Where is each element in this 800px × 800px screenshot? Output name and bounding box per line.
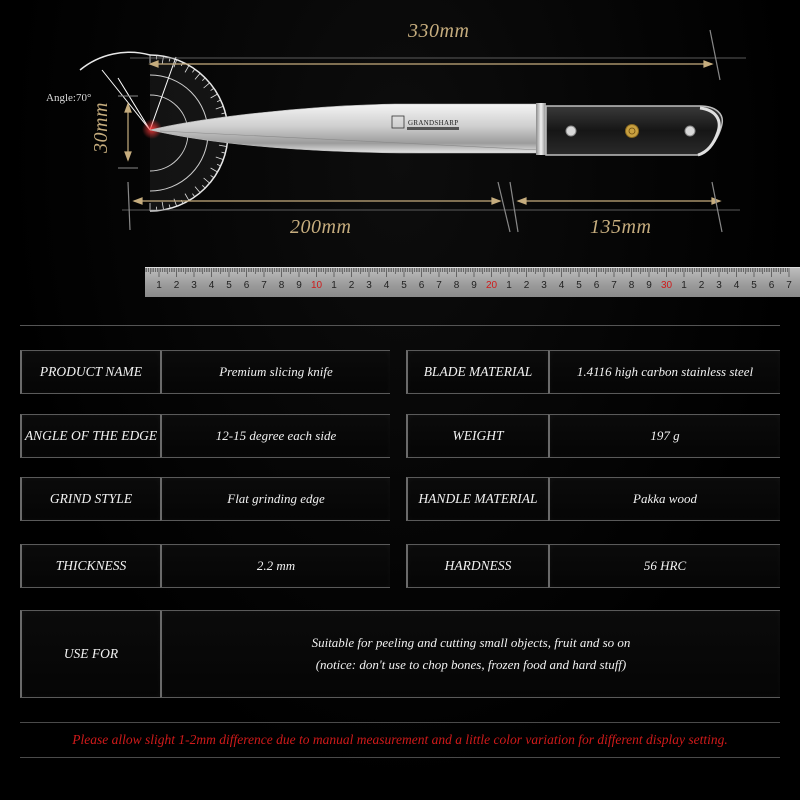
ruler-label: 7 (786, 280, 792, 291)
knife-illustration (0, 0, 800, 260)
blade-material-value: 1.4116 high carbon stainless steel (548, 350, 780, 394)
ruler-label: 5 (401, 280, 407, 291)
ruler-label: 1 (331, 280, 337, 291)
grind-style-label: GRIND STYLE (20, 477, 160, 521)
grind-style-value: Flat grinding edge (160, 477, 390, 521)
ruler-label: 9 (296, 280, 302, 291)
use-for-value (160, 610, 780, 698)
use-for-line-1: Suitable for peeling and cutting small objects, fruit and so on (311, 635, 631, 650)
ruler-label: 20 (485, 280, 498, 291)
angle-of-edge-label: ANGLE OF THE EDGE (20, 414, 160, 458)
angle-of-edge-value: 12-15 degree each side (160, 414, 390, 458)
blade-length-label: 200mm (290, 216, 352, 238)
product-name-label: PRODUCT NAME (20, 350, 160, 394)
ruler-label: 6 (418, 280, 425, 291)
ruler-label: 4 (733, 280, 740, 291)
knife-icon (150, 103, 722, 155)
ruler-label: 9 (471, 280, 477, 291)
ruler-label: 2 (523, 280, 530, 291)
ruler-label: 1 (681, 280, 687, 291)
ruler-label: 4 (558, 280, 565, 291)
hardness-value: 56 HRC (548, 544, 780, 588)
thickness-label: THICKNESS (20, 544, 160, 588)
ruler-label: 8 (453, 280, 460, 291)
handle-material-label: HANDLE MATERIAL (406, 477, 548, 521)
weight-label: WEIGHT (406, 414, 548, 458)
ruler-label: 4 (208, 280, 215, 291)
disclaimer-notice: Please allow slight 1-2mm difference due to manual measurement and a little color variation for different display setting. (20, 722, 780, 758)
measurement-ruler (145, 267, 800, 297)
total-length-label: 330mm (408, 20, 470, 42)
ruler-label: 6 (768, 280, 775, 291)
ruler-label: 2 (348, 280, 355, 291)
handle-material-value: Pakka wood (548, 477, 780, 521)
weight-value: 197 g (548, 414, 780, 458)
ruler-label: 5 (226, 280, 232, 291)
ruler-label: 8 (278, 280, 285, 291)
ruler-label: 30 (660, 280, 673, 291)
ruler-label: 2 (173, 280, 180, 291)
ruler-label: 6 (593, 280, 600, 291)
brand-name: GRANDSHARP (408, 119, 459, 127)
product-name-value: Premium slicing knife (160, 350, 390, 394)
ruler-label: 5 (751, 280, 757, 291)
ruler-label: 3 (541, 280, 547, 291)
blade-material-label: BLADE MATERIAL (406, 350, 548, 394)
use-for-label: USE FOR (20, 610, 160, 698)
ruler-label: 8 (628, 280, 635, 291)
ruler-label: 7 (436, 280, 442, 291)
ruler-label: 7 (611, 280, 617, 291)
ruler-label: 3 (716, 280, 722, 291)
ruler-label: 2 (698, 280, 705, 291)
ruler-label: 7 (261, 280, 267, 291)
divider (20, 325, 780, 326)
ruler-label: 5 (576, 280, 582, 291)
angle-label: Angle:70° (46, 92, 92, 104)
blade-height-label: 30mm (89, 102, 112, 153)
handle-length-label: 135mm (590, 216, 652, 238)
ruler-label: 4 (383, 280, 390, 291)
ruler-label: 3 (191, 280, 197, 291)
use-for-line-2: (notice: don't use to chop bones, frozen food and hard stuff) (315, 657, 627, 672)
ruler-label: 9 (646, 280, 652, 291)
ruler-label: 6 (243, 280, 250, 291)
ruler-label: 3 (366, 280, 372, 291)
ruler-label: 1 (156, 280, 162, 291)
ruler-label: 1 (506, 280, 512, 291)
hardness-label: HARDNESS (406, 544, 548, 588)
ruler-label: 10 (310, 280, 323, 291)
thickness-value: 2.2 mm (160, 544, 390, 588)
